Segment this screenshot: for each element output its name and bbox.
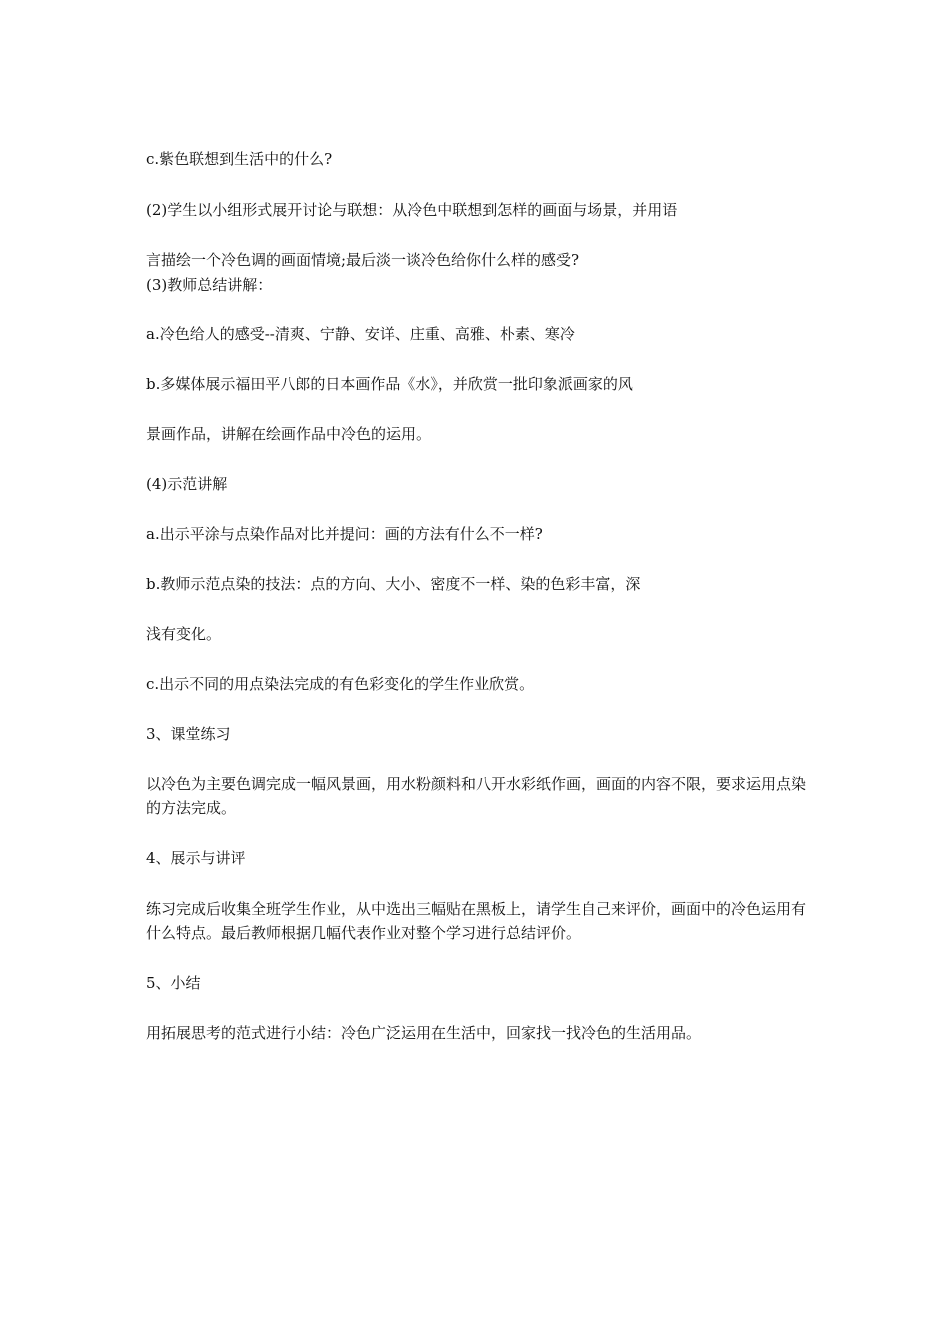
text-line-cool-color-feelings: a.冷色给人的感受--清爽、宁静、安详、庄重、高雅、朴素、寒冷 (146, 325, 575, 343)
text-line-depth-variation: 浅有变化。 (146, 625, 222, 643)
text-line-purple-question: c.紫色联想到生活中的什么? (146, 150, 333, 168)
text-line-multimedia-display: b.多媒体展示福田平八郎的日本画作品《水》，并欣赏一批印象派画家的风 (146, 375, 633, 393)
section-heading-display-review: 4、展示与讲评 (146, 849, 246, 867)
section-heading-summary: 5、小结 (146, 974, 201, 992)
text-line-demonstration-heading: (4)示范讲解 (146, 475, 228, 493)
paragraph-summary: 用拓展思考的范式进行小结：冷色广泛运用在生活中，回家找一找冷色的生活用品。 (146, 1024, 702, 1042)
text-line-student-work-appreciation: c.出示不同的用点染法完成的有色彩变化的学生作业欣赏。 (146, 675, 535, 693)
text-line-dot-dye-technique: b.教师示范点染的技法：点的方向、大小、密度不一样、染的色彩丰富，深 (146, 575, 641, 593)
text-line-describe-scene: 言描绘一个冷色调的画面情境;最后淡一谈冷色给你什么样的感受? (146, 251, 580, 269)
text-line-group-discussion: (2)学生以小组形式展开讨论与联想：从冷色中联想到怎样的画面与场景，并用语 (146, 201, 678, 219)
paragraph-review-process: 练习完成后收集全班学生作业，从中选出三幅贴在黑板上，请学生自己来评价，画面中的冷色运用有什么特点。最后教师根据几幅代表作业对整个学习进行总结评价。 (146, 900, 807, 942)
text-line-landscape-works: 景画作品，讲解在绘画作品中冷色的运用。 (146, 425, 432, 443)
paragraph-practice-task: 以冷色为主要色调完成一幅风景画，用水粉颜料和八开水彩纸作画，画面的内容不限，要求运用点染的方法完成。 (146, 775, 807, 817)
section-heading-classroom-practice: 3、课堂练习 (146, 725, 231, 743)
text-line-teacher-summary-heading: (3)教师总结讲解： (146, 276, 273, 294)
text-line-flat-vs-dot-question: a.出示平涂与点染作品对比并提问：画的方法有什么不一样? (146, 525, 543, 543)
